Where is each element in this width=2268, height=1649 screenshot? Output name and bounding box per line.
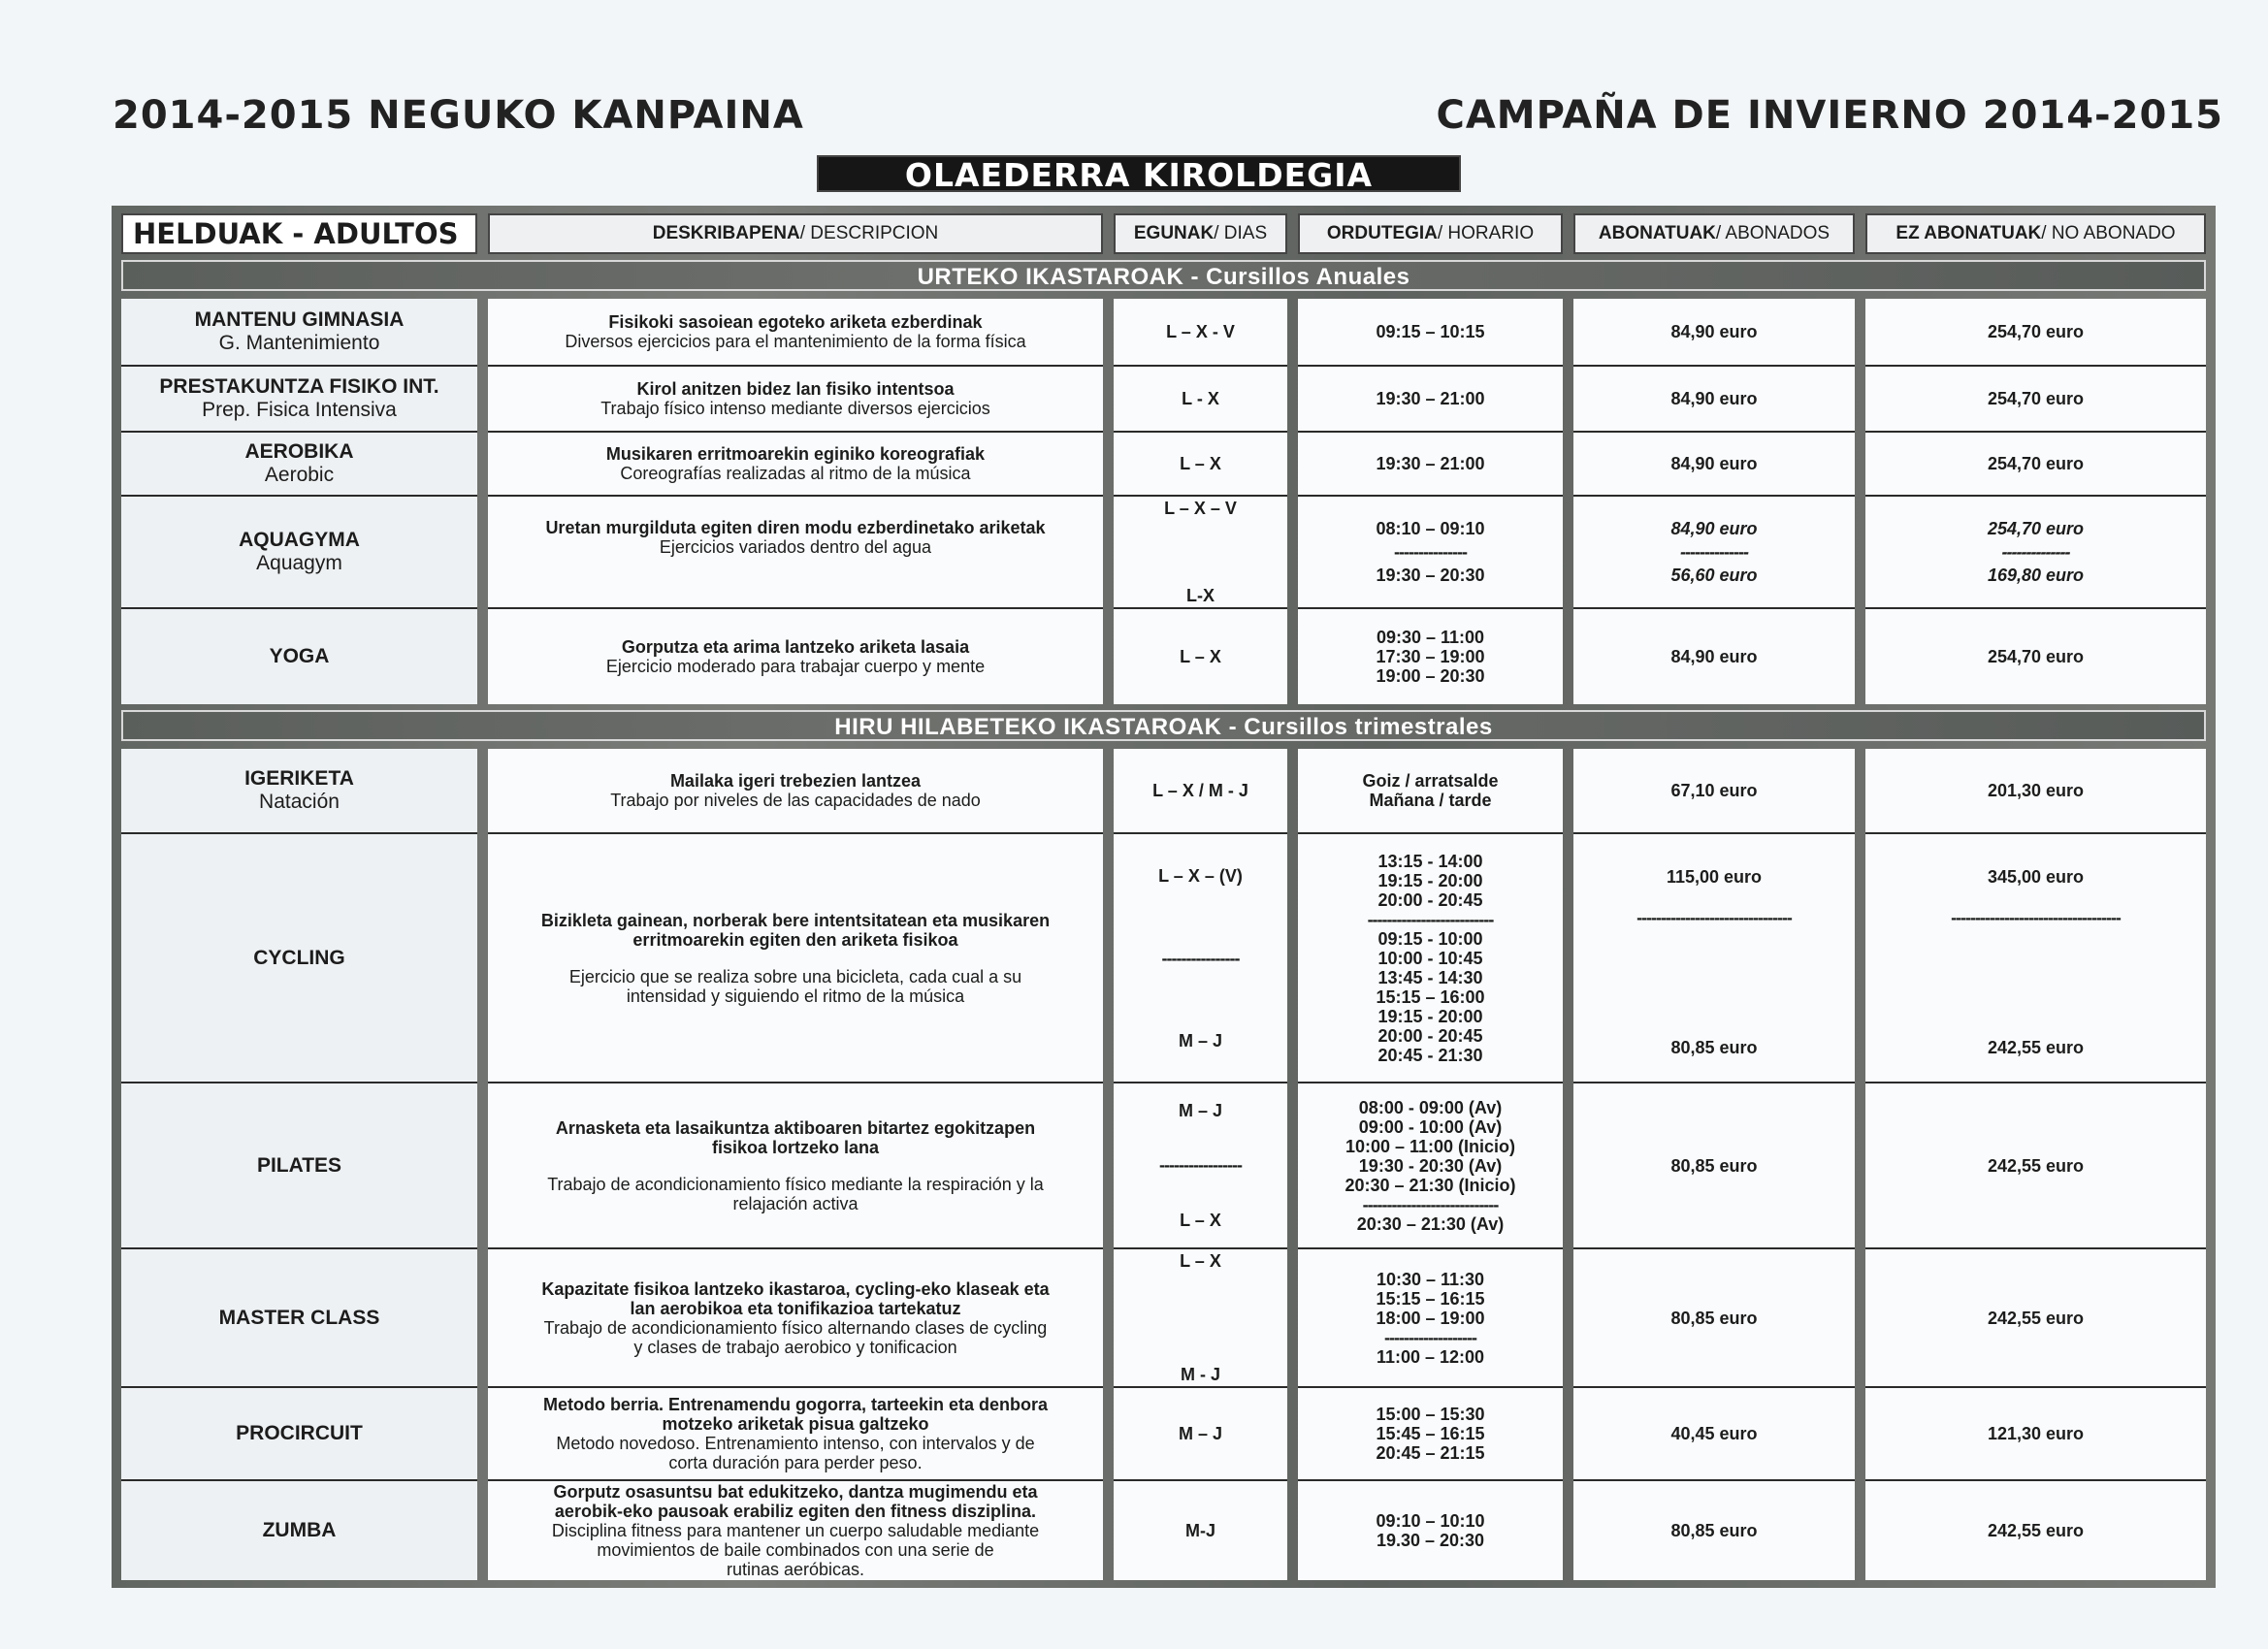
activity-description bbox=[488, 1386, 1103, 1479]
desc-eu-line: Gorputz osasuntsu bat edukitzeko, dantza mugimendu eta bbox=[553, 1482, 1038, 1502]
table-row bbox=[121, 431, 2206, 495]
days-line: L – X bbox=[1180, 1210, 1221, 1230]
days-cell bbox=[1114, 1386, 1287, 1479]
name-line: Aquagym bbox=[256, 552, 342, 574]
hours-line: 10:30 – 11:30 bbox=[1376, 1269, 1485, 1289]
desc-es-line: relajación activa bbox=[732, 1193, 859, 1213]
desc-eu-line: Kirol anitzen bidez lan fisiko intentsoa bbox=[636, 379, 955, 399]
members-price bbox=[1573, 832, 1855, 1082]
header-normal: / DESCRIPCION bbox=[799, 223, 939, 243]
hours-line: 09:10 – 10:10 bbox=[1376, 1511, 1485, 1531]
hours-line: 19:30 – 20:30 bbox=[1376, 566, 1485, 585]
nonmembers-price bbox=[1865, 1386, 2206, 1479]
desc-eu-line: Kapazitate fisikoa lantzeko ikastaroa, cycling-eko klaseak eta bbox=[541, 1278, 1050, 1299]
desc-es-line: corta duración para perder peso. bbox=[668, 1453, 923, 1472]
activity-name bbox=[121, 1247, 477, 1386]
name-line: ZUMBA bbox=[262, 1519, 337, 1541]
desc-es-line: Trabajo de acondicionamiento físico alternando clases de cycling bbox=[543, 1317, 1048, 1338]
activity-description bbox=[488, 1479, 1103, 1580]
members-price bbox=[1573, 607, 1855, 704]
schedule-cell bbox=[1298, 832, 1563, 1082]
days-line: M – J bbox=[1178, 1030, 1223, 1051]
hours-line: --------------- bbox=[1394, 542, 1467, 562]
name-line: IGERIKETA bbox=[244, 767, 354, 790]
members-price bbox=[1573, 1479, 1855, 1580]
table-row bbox=[121, 495, 2206, 607]
abonados-line: 80,85 euro bbox=[1670, 1155, 1758, 1176]
desc-es-line: Diversos ejercicios para el mantenimiento de la forma física bbox=[565, 332, 1026, 351]
days-cell bbox=[1114, 1247, 1287, 1386]
desc-eu-line: Metodo berria. Entrenamendu gogorra, tarteekin eta denbora bbox=[542, 1395, 1049, 1414]
desc-es-line: movimientos de baile combinados con una serie de bbox=[597, 1540, 994, 1560]
hours-line: 19:15 - 20:00 bbox=[1377, 870, 1483, 890]
desc-es-line: Metodo novedoso. Entrenamiento intenso, con intervalos y de bbox=[556, 1434, 1035, 1453]
abonados-line: 84,90 euro bbox=[1670, 519, 1758, 538]
header-normal: / ABONADOS bbox=[1715, 223, 1831, 243]
activity-name bbox=[121, 431, 477, 495]
no-abonados-line: -------------- bbox=[2001, 542, 2070, 562]
schedule-cell bbox=[1298, 607, 1563, 704]
section-title: HIRU HILABETEKO IKASTAROAK - Cursillos trimestrales bbox=[121, 710, 2206, 741]
days-line: M – J bbox=[1178, 1424, 1223, 1443]
desc-es-line: Trabajo por niveles de las capacidades de nado bbox=[610, 791, 981, 810]
activity-description bbox=[488, 495, 1103, 607]
no-abonados-line: 254,70 euro bbox=[1987, 519, 2085, 538]
days-cell bbox=[1114, 749, 1287, 832]
name-line: Natación bbox=[259, 791, 340, 813]
days-line: M-J bbox=[1185, 1521, 1215, 1540]
days-cell bbox=[1114, 1479, 1287, 1580]
activity-name bbox=[121, 495, 477, 607]
desc-eu-line: Arnasketa eta lasaikuntza aktiboaren bitartez egokitzapen bbox=[555, 1117, 1036, 1138]
table-row bbox=[121, 1247, 2206, 1386]
abonados-line: 56,60 euro bbox=[1670, 566, 1758, 585]
desc-es-line: Ejercicio que se realiza sobre una bicicleta, cada cual a su bbox=[568, 966, 1022, 986]
section-rows bbox=[121, 749, 2206, 1580]
abonados-line: 80,85 euro bbox=[1670, 1308, 1758, 1328]
section-rows bbox=[121, 299, 2206, 704]
header-bold: ABONATUAK bbox=[1598, 223, 1716, 243]
name-line: Prep. Fisica Intensiva bbox=[202, 399, 397, 421]
desc-eu-line: Musikaren erritmoarekin eginiko koreografiak bbox=[605, 444, 986, 464]
abonados-line: 84,90 euro bbox=[1670, 322, 1758, 341]
nonmembers-price bbox=[1865, 1479, 2206, 1580]
activity-name bbox=[121, 1479, 477, 1580]
abonados-line: -------------- bbox=[1680, 542, 1748, 562]
abonados-line: 115,00 euro bbox=[1666, 867, 1763, 887]
schedule-cell bbox=[1298, 431, 1563, 495]
hours-line: 08:10 – 09:10 bbox=[1376, 519, 1485, 538]
hours-line: 10:00 - 10:45 bbox=[1377, 948, 1483, 968]
name-line: AEROBIKA bbox=[244, 440, 354, 463]
desc-es-line: Coreografías realizadas al ritmo de la música bbox=[620, 464, 971, 483]
hours-line: 11:00 – 12:00 bbox=[1376, 1346, 1485, 1367]
hours-line: 20:00 - 20:45 bbox=[1377, 1025, 1483, 1046]
nonmembers-price bbox=[1865, 1247, 2206, 1386]
no-abonados-line: 242,55 euro bbox=[1987, 1521, 2085, 1540]
header-bold: ORDUTEGIA bbox=[1326, 223, 1438, 243]
table-row bbox=[121, 1386, 2206, 1479]
no-abonados-line: 242,55 euro bbox=[1987, 1155, 2085, 1176]
days-line: L - X bbox=[1182, 389, 1219, 408]
no-abonados-line: 254,70 euro bbox=[1987, 322, 2085, 341]
hours-line: ------------------- bbox=[1384, 1327, 1476, 1347]
name-line: PROCIRCUIT bbox=[236, 1422, 363, 1444]
nonmembers-price bbox=[1865, 365, 2206, 431]
activity-name bbox=[121, 1082, 477, 1247]
hours-line: ---------------------------- bbox=[1362, 1194, 1499, 1214]
days-line: L – X – V bbox=[1164, 499, 1237, 518]
activity-description bbox=[488, 1082, 1103, 1247]
days-cell bbox=[1114, 1082, 1287, 1247]
activity-description bbox=[488, 299, 1103, 365]
no-abonados-line: 254,70 euro bbox=[1987, 647, 2085, 666]
desc-es-line: Disciplina fitness para mantener un cuerpo saludable mediante bbox=[551, 1521, 1040, 1540]
name-line: MASTER CLASS bbox=[218, 1306, 380, 1329]
no-abonados-line: 242,55 euro bbox=[1987, 1308, 2085, 1328]
desc-eu-line: erritmoarekin egiten den ariketa fisikoa bbox=[632, 929, 958, 950]
table-row bbox=[121, 1082, 2206, 1247]
hours-line: 19:30 – 21:00 bbox=[1376, 389, 1485, 408]
schedule-cell bbox=[1298, 1386, 1563, 1479]
hours-line: 19:30 - 20:30 (Av) bbox=[1358, 1155, 1503, 1176]
column-header-members-price bbox=[1573, 213, 1855, 254]
desc-eu-line: lan aerobikoa eta tonifikazioa tartekatuz bbox=[630, 1298, 961, 1318]
column-header-nonmembers-price bbox=[1865, 213, 2206, 254]
table-row bbox=[121, 832, 2206, 1082]
activity-name bbox=[121, 832, 477, 1082]
column-header-schedule bbox=[1298, 213, 1563, 254]
table-header bbox=[121, 213, 2206, 254]
no-abonados-line: 121,30 euro bbox=[1987, 1424, 2085, 1443]
header-bold: EZ ABONATUAK bbox=[1895, 223, 2042, 243]
name-line: PRESTAKUNTZA FISIKO INT. bbox=[159, 375, 439, 398]
days-cell bbox=[1114, 607, 1287, 704]
nonmembers-price bbox=[1865, 832, 2206, 1082]
members-price bbox=[1573, 495, 1855, 607]
abonados-line: 84,90 euro bbox=[1670, 454, 1758, 473]
abonados-line: 80,85 euro bbox=[1670, 1038, 1758, 1057]
days-line: ---------------- bbox=[1161, 948, 1240, 968]
table-row bbox=[121, 607, 2206, 704]
desc-es-line: y clases de trabajo aerobico y tonificacion bbox=[633, 1337, 957, 1357]
hours-line: 19.30 – 20:30 bbox=[1376, 1531, 1485, 1550]
abonados-line: -------------------------------- bbox=[1636, 908, 1792, 927]
desc-es-line: Trabajo de acondicionamiento físico mediante la respiración y la bbox=[547, 1174, 1044, 1194]
nonmembers-price bbox=[1865, 299, 2206, 365]
members-price bbox=[1573, 749, 1855, 832]
desc-eu-line: Mailaka igeri trebezien lantzea bbox=[669, 771, 922, 791]
title-spanish: CAMPAÑA DE INVIERNO 2014-2015 bbox=[1436, 93, 2223, 138]
table-row bbox=[121, 1479, 2206, 1580]
members-price bbox=[1573, 299, 1855, 365]
name-line: YOGA bbox=[269, 645, 330, 667]
desc-eu-line: aerobik-eko pausoak erabiliz egiten den fitness disziplina. bbox=[554, 1502, 1037, 1521]
hours-line: 15:15 – 16:15 bbox=[1376, 1288, 1485, 1309]
hours-line: 15:45 – 16:15 bbox=[1376, 1424, 1485, 1443]
activity-description bbox=[488, 832, 1103, 1082]
hours-line: 19:30 – 21:00 bbox=[1376, 454, 1485, 473]
no-abonados-line: ----------------------------------- bbox=[1951, 908, 2121, 927]
header-normal: / NO ABONADO bbox=[2041, 223, 2176, 243]
hours-line: 20:00 - 20:45 bbox=[1377, 889, 1483, 910]
activity-description bbox=[488, 365, 1103, 431]
hours-line: 20:45 - 21:30 bbox=[1377, 1045, 1483, 1065]
days-line: L – X bbox=[1180, 454, 1221, 473]
days-line: L – X - V bbox=[1166, 322, 1235, 341]
hours-line: Goiz / arratsalde bbox=[1362, 771, 1499, 791]
desc-eu-line: Bizikleta gainean, norberak bere intentsitatean eta musikaren bbox=[540, 910, 1051, 930]
activity-name bbox=[121, 607, 477, 704]
members-price bbox=[1573, 1386, 1855, 1479]
activity-description bbox=[488, 431, 1103, 495]
desc-es-line: Ejercicios variados dentro del agua bbox=[659, 537, 932, 557]
hours-line: 09:00 - 10:00 (Av) bbox=[1358, 1116, 1503, 1137]
members-price bbox=[1573, 365, 1855, 431]
schedule-cell bbox=[1298, 749, 1563, 832]
hours-line: 15:00 – 15:30 bbox=[1376, 1405, 1485, 1424]
activity-description bbox=[488, 749, 1103, 832]
name-line: MANTENU GIMNASIA bbox=[194, 308, 405, 331]
nonmembers-price bbox=[1865, 607, 2206, 704]
abonados-line: 84,90 euro bbox=[1670, 389, 1758, 408]
header-normal: / HORARIO bbox=[1437, 223, 1535, 243]
activity-description bbox=[488, 607, 1103, 704]
schedule-cell bbox=[1298, 495, 1563, 607]
no-abonados-line: 254,70 euro bbox=[1987, 389, 2085, 408]
header-bold: EGUNAK bbox=[1133, 223, 1215, 243]
no-abonados-line: 254,70 euro bbox=[1987, 454, 2085, 473]
hours-line: 10:00 – 11:00 (Inicio) bbox=[1345, 1136, 1516, 1156]
hours-line: 09:15 – 10:15 bbox=[1376, 322, 1485, 341]
name-line: CYCLING bbox=[253, 946, 345, 969]
section-title: URTEKO IKASTAROAK - Cursillos Anuales bbox=[121, 260, 2206, 291]
no-abonados-line: 242,55 euro bbox=[1987, 1038, 2085, 1057]
desc-eu-line: Uretan murgilduta egiten diren modu ezberdinetako ariketak bbox=[545, 518, 1046, 537]
schedule-cell bbox=[1298, 1479, 1563, 1580]
desc-eu-line: motzeko ariketak pisua galtzeko bbox=[662, 1414, 929, 1434]
days-line: L – X / M - J bbox=[1152, 781, 1248, 800]
no-abonados-line: 201,30 euro bbox=[1987, 781, 2085, 800]
hours-line: 13:45 - 14:30 bbox=[1377, 967, 1483, 987]
abonados-line: 80,85 euro bbox=[1670, 1521, 1758, 1540]
name-line: PILATES bbox=[256, 1153, 342, 1177]
desc-eu-line: Fisikoki sasoiean egoteko ariketa ezberdinak bbox=[608, 312, 983, 332]
nonmembers-price bbox=[1865, 495, 2206, 607]
nonmembers-price bbox=[1865, 1082, 2206, 1247]
schedule-cell bbox=[1298, 1247, 1563, 1386]
table-row bbox=[121, 299, 2206, 365]
activity-name bbox=[121, 749, 477, 832]
members-price bbox=[1573, 431, 1855, 495]
hours-line: 19:00 – 20:30 bbox=[1376, 666, 1485, 686]
desc-es-line: intensidad y siguiendo el ritmo de la música bbox=[626, 986, 965, 1006]
header-bold: DESKRIBAPENA bbox=[652, 223, 800, 243]
abonados-line: 84,90 euro bbox=[1670, 647, 1758, 666]
hours-line: 09:30 – 11:00 bbox=[1376, 628, 1485, 647]
schedule-table bbox=[112, 206, 2216, 1588]
hours-line: 13:15 - 14:00 bbox=[1377, 851, 1483, 871]
hours-line: 19:15 - 20:00 bbox=[1377, 1006, 1483, 1026]
no-abonados-line: 345,00 euro bbox=[1987, 867, 2085, 887]
days-cell bbox=[1114, 365, 1287, 431]
activity-name bbox=[121, 365, 477, 431]
activity-name bbox=[121, 1386, 477, 1479]
table-row bbox=[121, 749, 2206, 832]
hours-line: -------------------------- bbox=[1367, 909, 1494, 929]
name-line: AQUAGYMA bbox=[239, 529, 360, 551]
activity-description bbox=[488, 1247, 1103, 1386]
days-line: L-X bbox=[1186, 586, 1215, 605]
schedule-cell bbox=[1298, 1082, 1563, 1247]
facility-banner: OLAEDERRA KIROLDEGIA bbox=[817, 155, 1461, 192]
hours-line: 09:15 - 10:00 bbox=[1377, 928, 1483, 949]
desc-es-line: rutinas aeróbicas. bbox=[726, 1560, 865, 1579]
days-line: L – X – (V) bbox=[1158, 865, 1243, 886]
desc-es-line: Ejercicio moderado para trabajar cuerpo y mente bbox=[605, 657, 986, 676]
hours-line: 20:45 – 21:15 bbox=[1376, 1443, 1485, 1463]
desc-es-line: Trabajo físico intenso mediante diversos ejercicios bbox=[600, 399, 990, 418]
hours-line: 17:30 – 19:00 bbox=[1376, 647, 1485, 666]
days-line: ----------------- bbox=[1159, 1155, 1242, 1176]
nonmembers-price bbox=[1865, 749, 2206, 832]
desc-eu-line: fisikoa lortzeko lana bbox=[711, 1137, 880, 1157]
header-normal: / DIAS bbox=[1214, 223, 1268, 243]
hours-line: 08:00 - 09:00 (Av) bbox=[1358, 1097, 1503, 1117]
activity-name bbox=[121, 299, 477, 365]
group-label: HELDUAK - ADULTOS bbox=[121, 213, 477, 254]
title-basque: 2014-2015 NEGUKO KANPAINA bbox=[113, 93, 804, 138]
days-line: M - J bbox=[1180, 1365, 1220, 1384]
days-cell bbox=[1114, 495, 1287, 607]
days-cell bbox=[1114, 832, 1287, 1082]
days-cell bbox=[1114, 431, 1287, 495]
schedule-cell bbox=[1298, 365, 1563, 431]
no-abonados-line: 169,80 euro bbox=[1987, 566, 2085, 585]
days-line: L – X bbox=[1180, 1251, 1221, 1271]
hours-line: 20:30 – 21:30 (Inicio) bbox=[1345, 1175, 1516, 1195]
name-line: G. Mantenimiento bbox=[218, 332, 380, 354]
table-row bbox=[121, 365, 2206, 431]
abonados-line: 67,10 euro bbox=[1670, 781, 1758, 800]
desc-eu-line: Gorputza eta arima lantzeko ariketa lasaia bbox=[621, 637, 970, 657]
hours-line: 18:00 – 19:00 bbox=[1376, 1308, 1485, 1328]
abonados-line: 40,45 euro bbox=[1670, 1424, 1758, 1443]
hours-line: 20:30 – 21:30 (Av) bbox=[1356, 1213, 1505, 1234]
days-cell bbox=[1114, 299, 1287, 365]
members-price bbox=[1573, 1247, 1855, 1386]
name-line: Aerobic bbox=[264, 464, 335, 486]
days-line: L – X bbox=[1180, 647, 1221, 666]
column-header-description bbox=[488, 213, 1103, 254]
days-line: M – J bbox=[1178, 1101, 1223, 1121]
nonmembers-price bbox=[1865, 431, 2206, 495]
hours-line: Mañana / tarde bbox=[1369, 791, 1492, 810]
members-price bbox=[1573, 1082, 1855, 1247]
column-header-days bbox=[1114, 213, 1287, 254]
hours-line: 15:15 – 16:00 bbox=[1376, 986, 1485, 1007]
schedule-cell bbox=[1298, 299, 1563, 365]
